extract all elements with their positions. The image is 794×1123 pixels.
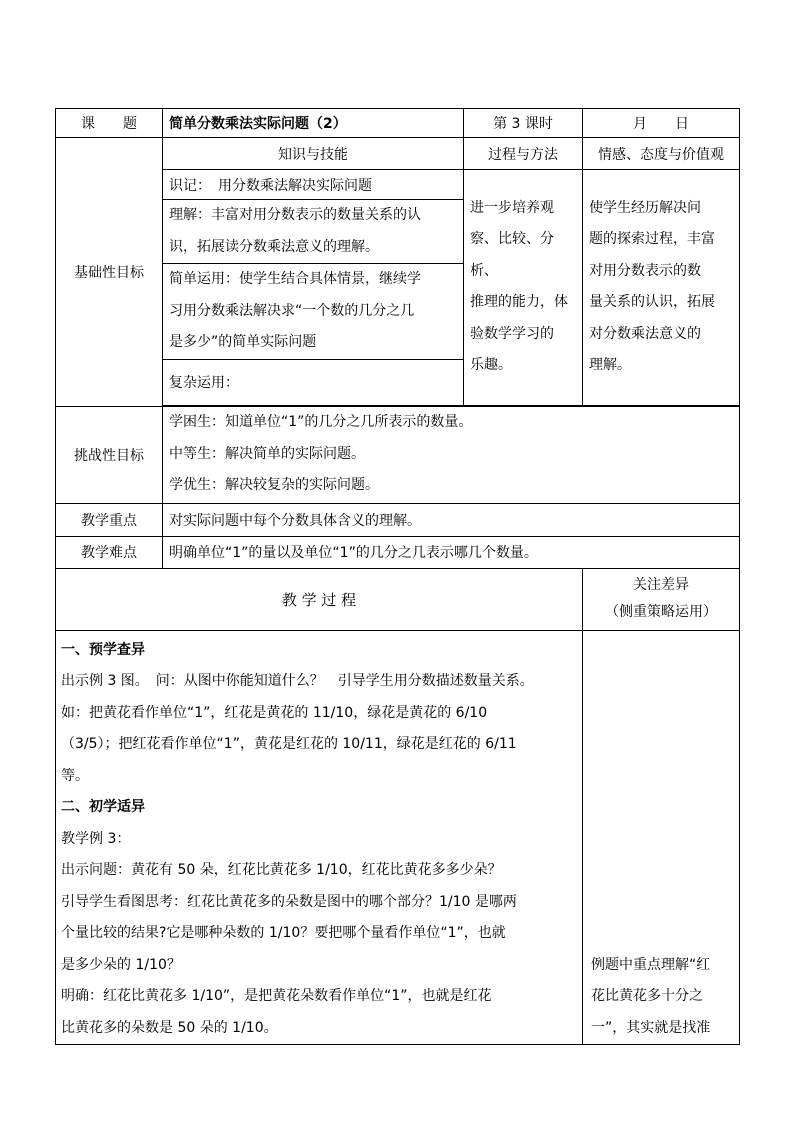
knowledge-header: 知识与技能 [163, 138, 464, 170]
simple-apply-line: 习用分数乘法解决求“一个数的几分之几 [169, 302, 415, 319]
side-note-line: 例题中重点理解“红 [591, 956, 711, 973]
understand-line: 理解：丰富对用分数表示的数量关系的认 [169, 207, 421, 223]
section2-title: 二、初学适异 [61, 799, 145, 815]
lesson-plan-table [55, 108, 740, 1045]
understand-cell [163, 200, 464, 264]
differentiation-note-cell [583, 630, 740, 1045]
challenge-line: 学优生：解决较复杂的实际问题。 [169, 477, 379, 494]
section2-line: 是多少朵的 1/10？ [61, 956, 181, 973]
process-goal-line: 乐趣。 [470, 357, 512, 374]
section1-line: 如：把黄花看作单位“1”，红花是黄花的 11/10，绿花是黄花的 6/10 [61, 704, 488, 721]
process-header: 过程与方法 [464, 138, 583, 170]
topic-label: 课 题 [56, 109, 163, 138]
simple-apply-line: 简单运用：使学生结合具体情景，继续学 [169, 271, 421, 287]
understand-line: 识，拓展读分数乘法意义的理解。 [169, 238, 379, 255]
key-point-label: 教学重点 [56, 503, 163, 536]
difficulty-row [56, 536, 740, 568]
side-note-line: 一”，其实就是找准 [591, 1019, 711, 1036]
challenge-goals-label: 挑战性目标 [56, 406, 163, 503]
section2-line: 比黄花多的朵数是 50 朵的 1/10。 [61, 1019, 278, 1036]
complex-apply-text: 复杂运用： [163, 359, 464, 405]
emotion-goal-line: 题的探索过程，丰富 [589, 231, 715, 248]
difficulty-label: 教学难点 [56, 536, 163, 568]
emotion-goal-line: 对分数乘法意义的 [589, 325, 701, 342]
emotion-header: 情感、态度与价值观 [583, 138, 740, 170]
emotion-goal-line: 对用分数表示的数 [589, 262, 701, 279]
section1-line: 出示例 3 图。 问：从图中你能知道什么？ 引导学生用分数描述数量关系。 [61, 673, 534, 689]
simple-apply-line: 是多少”的简单实际问题 [169, 334, 317, 350]
emotion-goal-line: 使学生经历解决问 [589, 199, 701, 216]
process-header-row [56, 568, 740, 630]
emotion-goal-cell [583, 170, 740, 406]
process-goal-line: 推理的能力，体 [470, 294, 568, 311]
header-row [56, 109, 740, 138]
section2-line: 个量比较的结果?它是哪种朵数的 1/10？要把哪个量看作单位“1”，也就 [61, 925, 506, 941]
challenge-row [56, 406, 740, 503]
topic-value: 简单分数乘法实际问题（2） [163, 109, 464, 138]
memorize-text: 识记： 用分数乘法解决实际问题 [163, 170, 464, 200]
emotion-goal-line: 量关系的认识，拓展 [589, 294, 715, 311]
section2-line: 引导学生看图思考：红花比黄花多的朵数是图中的哪个部分？1/10 是哪两 [61, 893, 517, 910]
process-goal-cell [464, 170, 583, 406]
challenge-line: 学困生：知道单位“1”的几分之几所表示的数量。 [169, 414, 473, 431]
section2-line: 教学例 3： [61, 830, 131, 847]
focus-header-line1: 关注差异 [633, 577, 689, 593]
process-goal-line: 验数学学习的 [470, 325, 554, 342]
key-point-text: 对实际问题中每个分数具体含义的理解。 [163, 503, 740, 536]
section1-line: 等。 [61, 767, 89, 784]
date-cell: 月 日 [583, 109, 740, 138]
process-goal-line: 察、比较、分析、 [470, 231, 554, 279]
simple-apply-cell [163, 264, 464, 360]
process-goal-line: 进一步培养观 [470, 199, 554, 216]
focus-header-line2: （侧重策略运用） [605, 604, 717, 620]
section2-line: 出示问题：黄花有 50 朵，红花比黄花多 1/10，红花比黄花多多少朵？ [61, 862, 502, 878]
focus-header [583, 568, 740, 630]
challenge-goals-cell [163, 406, 740, 503]
side-note-line: 花比黄花多十分之 [591, 988, 703, 1004]
difficulty-text: 明确单位“1”的量以及单位“1”的几分之几表示哪几个数量。 [163, 536, 740, 568]
lesson-number: 第 3 课时 [464, 109, 583, 138]
process-title: 教 学 过 程 [56, 568, 583, 630]
process-body-row [56, 630, 740, 1045]
challenge-line: 中等生：解决简单的实际问题。 [169, 445, 365, 462]
section1-title: 一、预学查异 [61, 641, 145, 658]
emotion-goal-line: 理解。 [589, 357, 631, 374]
goal-columns-row [56, 138, 740, 170]
key-point-row [56, 503, 740, 536]
section1-line: （3/5）；把红花看作单位“1”，黄花是红花的 10/11，绿花是红花的 6/11 [61, 736, 517, 752]
process-body-cell [56, 630, 583, 1045]
basic-goals-label: 基础性目标 [56, 138, 163, 407]
section2-line: 明确：红花比黄花多 1/10”，是把黄花朵数看作单位“1”，也就是红花 [61, 988, 492, 1004]
